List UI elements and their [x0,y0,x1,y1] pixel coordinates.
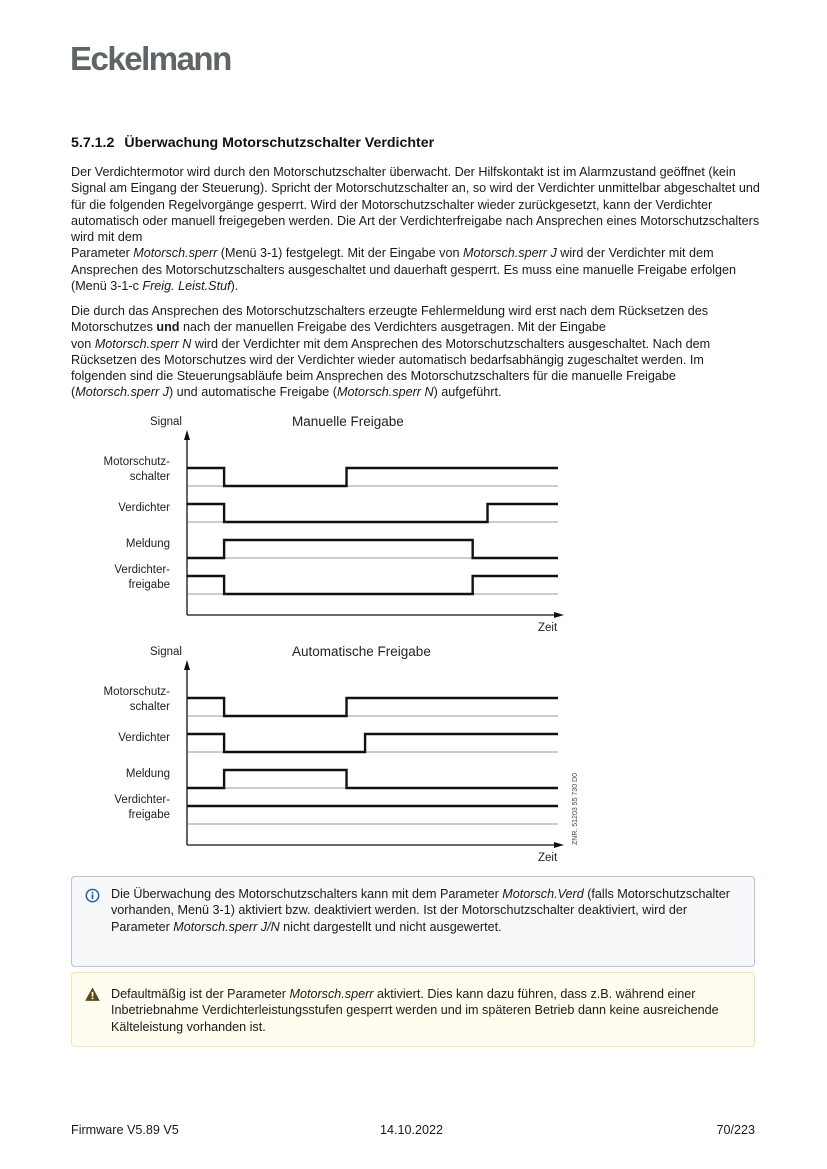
parameter-name: Motorsch.sperr J/N [173,919,280,934]
signal-label: Meldung [125,768,170,780]
signal-label: Verdichter- [114,564,170,576]
y-axis-label: Signal [150,646,182,658]
section-heading [71,135,434,151]
signal-trace [187,504,558,522]
warning-note [71,972,755,1047]
parameter-name: Freig. Leist.Stuf [142,279,231,294]
info-note [71,876,755,967]
signal-label: Motorschutz- [103,456,170,468]
paragraph-intro: Der Verdichtermotor wird durch den Motorschutzschalter überwacht. Der Hilfskontakt ist im Alarmzustand geöffnet (kein Signal am Eingang der Steuerung). Spricht der Motorschutzschalter an, so wird der Verdichter unmittelbar abgeschaltet und für die folgenden Regelvorgänge gesperrt. Wird der Motorschutzschalter wieder zurückgesetzt, kann der Verdichter automatisch oder manuell freigegeben werden. Die Art der Verdichterfreigabe nach Ansprechen eines Motorschutzschalters wird mit dem Parameter Motorsch.sperr (Menü 3-1) festgelegt. Mit der Eingabe von Motorsch.sperr J wird der Verdichter mit dem Ansprechen des Motorschutzschalters ausgeschaltet und dauerhaft gesperrt. Es muss eine manuelle Freigabe erfolgen (Menü 3-1-c Freig. Leist.Stuf). [71,165,760,294]
footer-date: 14.10.2022 [380,1123,444,1137]
signal-label: schalter [129,471,170,483]
parameter-name: Motorsch.Verd [502,887,584,901]
signal-trace [187,540,558,558]
emphasis: und [156,320,180,335]
parameter-name: Motorsch.sperr J [463,246,557,261]
diagram-id: ZNR. 51203 55 730 D0 [572,773,579,845]
signal-trace [187,576,558,594]
signal-label: Verdichter [118,732,170,744]
footer-firmware: Firmware V5.89 V5 [71,1123,179,1137]
info-icon [85,888,100,903]
signal-trace [187,468,558,486]
signal-label: Motorschutz- [103,686,170,698]
signal-label: Verdichter- [114,794,170,806]
parameter-name: Motorsch.sperr N [94,336,192,351]
paragraph-details: Die durch das Ansprechen des Motorschutzschalters erzeugte Fehlermeldung wird erst nach dem Rücksetzen des Motorschutzes und nach der manuellen Freigabe des Verdichters ausgetragen. Mit der Eingabe von Motorsch.sperr N wird der Verdichter mit dem Ansprechen des Motorschutzschalters ausgeschaltet. Nach dem Rücksetzen des Motorschutzes wird der Verdichter wieder automatisch bedarfsabhängig zugeschaltet werden. Im folgenden sind die Steuerungsabläufe beim Ansprechen des Motorschutzschalters für die manuelle Freigabe (Motorsch.sperr J) und automatische Freigabe (Motorsch.sperr N) aufgeführt. [71,304,711,400]
signal-label: Verdichter [118,502,170,514]
warning-icon [85,987,100,1002]
x-axis-label: Zeit [538,622,558,634]
parameter-name: Motorsch.sperr N [337,385,434,400]
footer-page-number: 70/223 [716,1123,755,1137]
warning-note-text: Defaultmäßig ist der Parameter Motorsch.sperr aktiviert. Dies kann dazu führen, dass z.B. während einer Inbetriebnahme Verdichterleistungsstufen gesperrt werden und im späteren Betrieb dann keine ausreichende Kälteleistung vorhanden ist. [111,987,719,1034]
chart-title: Automatische Freigabe [292,644,431,659]
section-title: Überwachung Motorschutzschalter Verdichter [124,135,435,151]
y-axis-label: Signal [150,416,182,428]
parameter-name: Motorsch.sperr [289,987,374,1001]
signal-trace [187,734,558,752]
company-logo: Eckelmann [70,40,231,77]
signal-label: freigabe [128,579,170,591]
timing-diagram-manual [90,410,590,635]
parameter-name: Motorsch.sperr J [75,385,169,400]
parameter-name: Motorsch.sperr [133,246,218,261]
timing-diagram-automatic [90,640,590,865]
signal-label: schalter [129,701,170,713]
signal-label: freigabe [128,809,170,821]
x-axis-label: Zeit [538,852,558,864]
info-note-text: Die Überwachung des Motorschutzschalters kann mit dem Parameter Motorsch.Verd (falls Motorschutzschalter vorhanden, Menü 3-1) aktiviert bzw. deaktiviert werden. Ist der Motorschutzschalter deaktiviert, wird der Parameter Motorsch.sperr J/N nicht dargestellt und nicht ausgewertet. [111,887,730,934]
section-number: 5.7.1.2 [71,135,115,151]
chart-title: Manuelle Freigabe [292,414,404,429]
signal-label: Meldung [125,538,170,550]
signal-trace [187,770,558,788]
signal-trace [187,698,558,716]
